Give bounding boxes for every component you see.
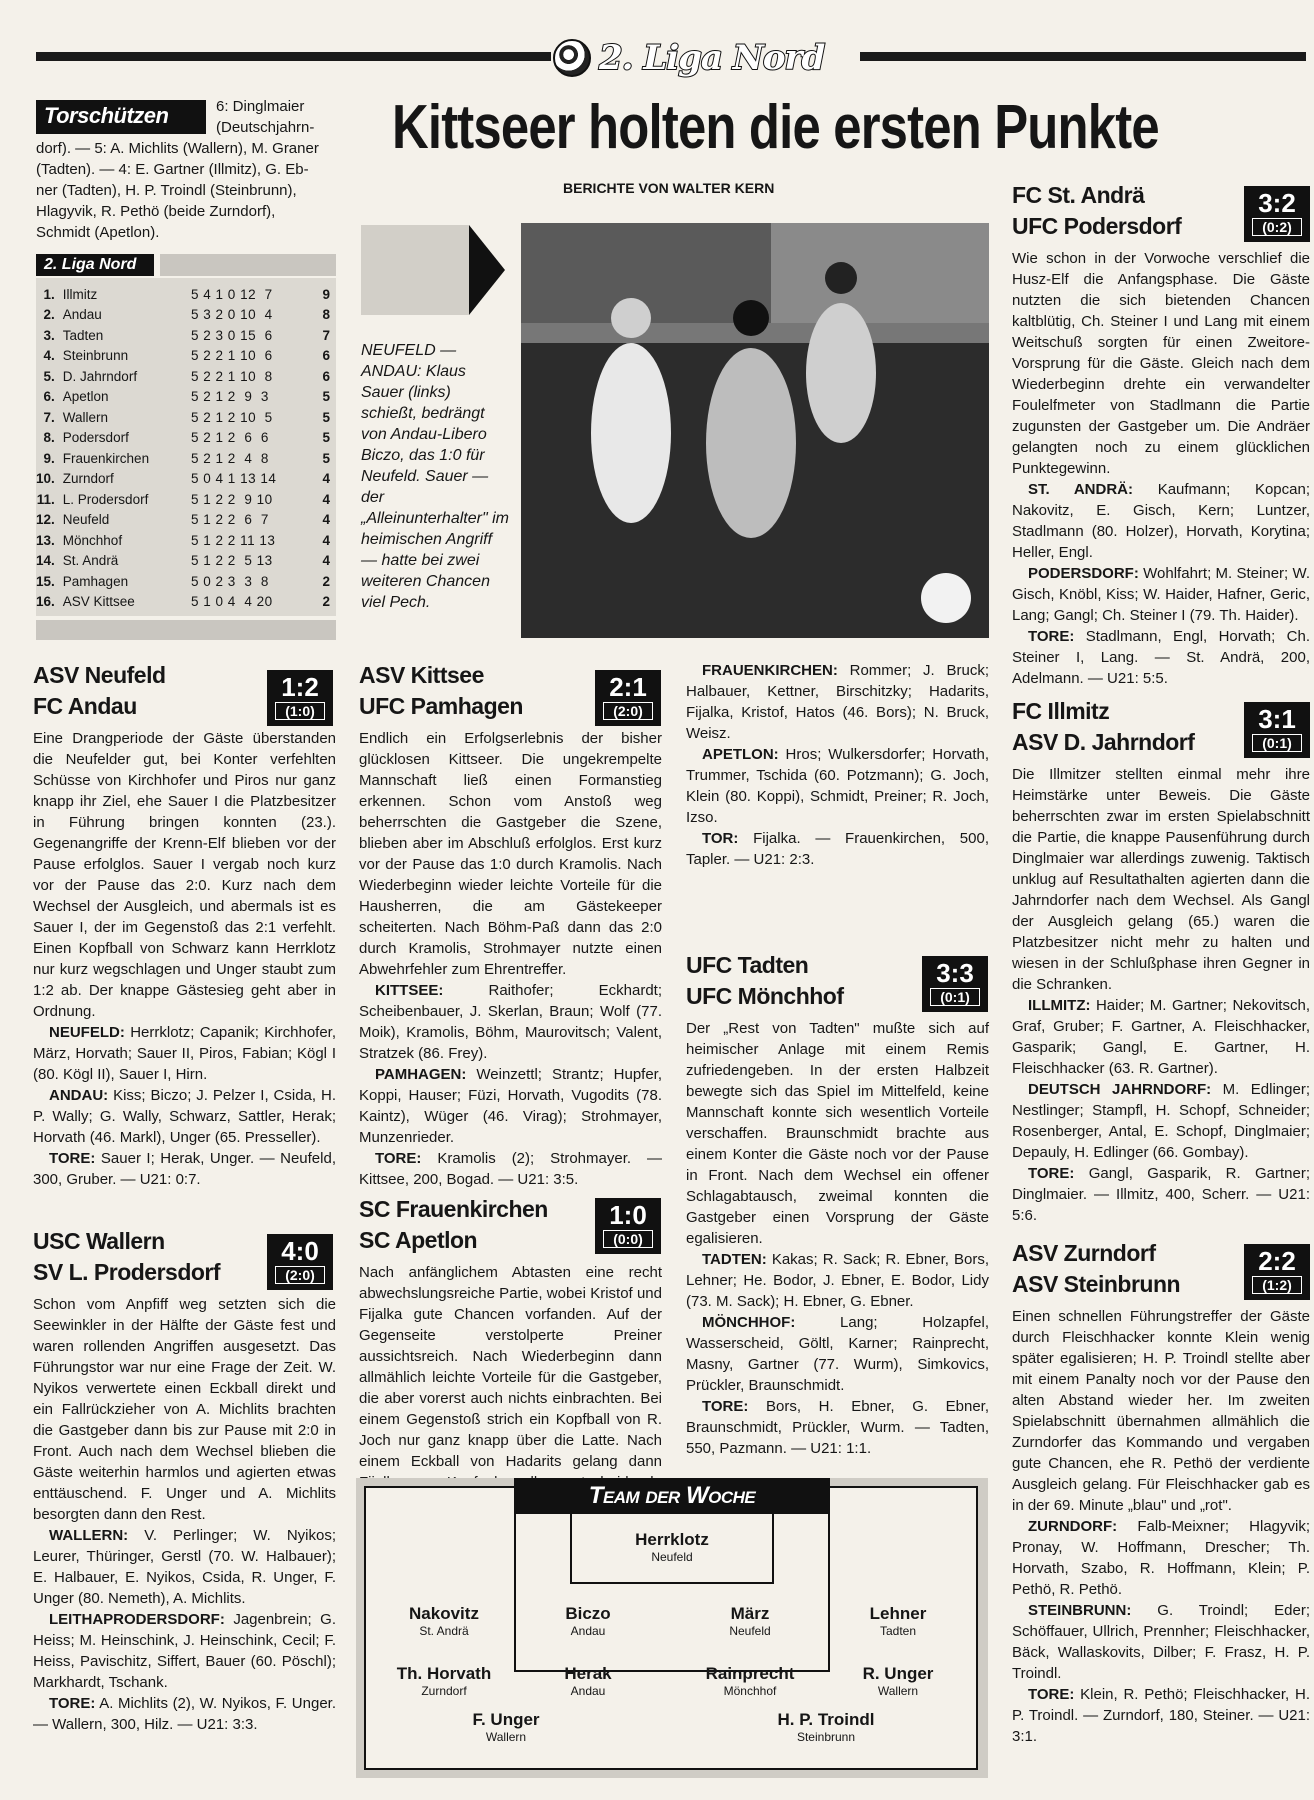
final-score: 2:1 [609, 672, 647, 702]
section-title: 2. Liga Nord [599, 38, 825, 78]
player-name: Th. Horvath [396, 1664, 492, 1683]
scorers-line: dorf). — 5: A. Michlits (Wallern), M. Graner [36, 140, 319, 157]
table-row [36, 448, 332, 469]
home-team: SC Frauenkirchen [359, 1196, 548, 1222]
final-score: 3:3 [936, 958, 974, 988]
cell-stats: 5 0 2 3 3 8 [191, 573, 269, 589]
cell-stats: 5 1 2 2 6 7 [191, 512, 269, 528]
goals: Fijalka. — Frauenkirchen, 500, Tapler. — U21: 2:3. [686, 830, 989, 868]
photo-caption: NEUFELD — ANDAU: Klaus Sauer (links) schießt, bedrängt von Andau-Libero Biczo, das 1:0 für Neufeld. Sauer — der „Alleinunterhalter" im heimischen Angriff — hatte bei zwei weiteren Chancen viel Pech. [361, 342, 509, 611]
away-team: SV L. Prodersdorf [33, 1259, 221, 1285]
cell-team: Zurndorf [62, 471, 114, 487]
lineup: Herrklotz; Capanik; Kirchhofer, März, Horvath; Sauer II, Piros, Fabian; Kögl I (80. Kögl II), Sauer I, Hirn. [33, 1024, 337, 1083]
player-club: Mönchhof [723, 1684, 777, 1698]
goals: Klein, R. Pethö; Fleischhacker, H. P. Troindl. — Zurndorf, 180, Steiner. — U21: 3:1. [1012, 1686, 1310, 1745]
match-neufeld [33, 660, 336, 1190]
cell-stats: 5 1 2 2 11 13 [191, 532, 276, 548]
cell-rank: 2. [43, 307, 55, 323]
goals-heading: TORE: [702, 1398, 749, 1415]
player-slot [436, 1710, 576, 1744]
table-row [36, 428, 332, 449]
goals-heading: TORE: [1028, 628, 1075, 645]
lineup: Wohlfahrt; M. Steiner; W. Gisch, Knöbl, Kiss; W. Haider, Hafner, Geric, Lang; Gangl; Ch. Steiner I (79. Th. Haider). [1012, 565, 1310, 624]
lineup-heading: PAMHAGEN: [375, 1066, 467, 1083]
cell-stats: 5 2 1 2 6 6 [191, 430, 269, 446]
table-row [36, 592, 332, 613]
lineup-heading: FRAUENKIRCHEN: [702, 662, 838, 679]
cell-team: L. Prodersdorf [62, 491, 149, 507]
lineup-heading: ST. ANDRÄ: [1028, 481, 1133, 498]
cell-stats: 5 3 2 0 10 4 [191, 307, 273, 323]
cell-rank: 4. [43, 348, 55, 364]
goals: Gangl, Gasparik, R. Gartner; Dinglmaier. — Illmitz, 400, Scherr. — U21: 5:6. [1012, 1165, 1310, 1224]
cell-rank: 1. [43, 286, 55, 302]
halftime-score: (1:2) [1252, 1276, 1302, 1294]
lineup: V. Perlinger; W. Nyikos; Leurer, Thüringer, Gerstl (70. W. Halbauer); E. Halbauer, E. Nyikos, Csida, R. Unger, F. Unger (80. Nemeth), A. Michlits. [33, 1527, 336, 1607]
cell-team: Steinbrunn [62, 348, 129, 364]
photo-scene [521, 223, 989, 638]
standings-label: 2. Liga Nord [36, 254, 154, 276]
player-slot [828, 1664, 968, 1698]
goals-heading: TORE: [1028, 1686, 1075, 1703]
player-club: Wallern [485, 1730, 527, 1744]
match-illmitz [1012, 696, 1310, 1226]
table-row [36, 571, 332, 592]
player-slot [518, 1664, 658, 1698]
goals-heading: TOR: [702, 830, 739, 847]
cell-pts: 4 [322, 512, 330, 528]
lineup-heading: LEITHAPRODERSDORF: [49, 1611, 225, 1628]
table-row [36, 305, 332, 326]
player-name: F. Unger [472, 1710, 540, 1729]
player-club: St. Andrä [419, 1624, 469, 1638]
scorers-line: ner (Tadten), H. P. Troindl (Steinbrunn), [36, 182, 297, 199]
player-name: Rainprecht [705, 1664, 795, 1683]
cell-rank: 3. [43, 327, 55, 343]
halftime-score: (0:1) [1252, 734, 1302, 752]
match-wallern [33, 1226, 336, 1735]
lineup-heading: STEINBRUNN: [1028, 1602, 1132, 1619]
away-team: UFC Mönchhof [686, 983, 844, 1009]
player-name: R. Unger [862, 1664, 934, 1683]
final-score: 2:2 [1258, 1246, 1296, 1276]
lineup: Hros; Wulkersdorfer; Horvath, Trummer, Tschida (60. Potzmann); G. Joch, Klein (80. Koppi), Schmidt, Preiner; R. Joch, Izso. [686, 746, 989, 826]
lineup-heading: NEUFELD: [49, 1024, 125, 1041]
away-team: ASV D. Jahrndorf [1012, 729, 1195, 755]
score-badge [1244, 186, 1310, 242]
table-row [36, 510, 332, 531]
header-rule-right [860, 52, 1306, 61]
goals: Sauer I; Herak, Unger. — Neufeld, 300, Gruber. — U21: 0:7. [33, 1150, 336, 1188]
scorers-line: Hlagyvik, R. Pethö (beide Zurndorf), [36, 203, 276, 220]
player-club: Tadten [879, 1624, 917, 1638]
lineup-heading: ILLMITZ: [1028, 997, 1091, 1014]
scorers-block [36, 96, 336, 243]
cell-team: Frauenkirchen [62, 450, 150, 466]
cell-rank: 9. [43, 450, 55, 466]
lineup-heading: PODERSDORF: [1028, 565, 1139, 582]
player-name: Herak [564, 1664, 612, 1683]
player-name: Herrklotz [635, 1530, 709, 1549]
score-badge [922, 956, 988, 1012]
goals: Kramolis (2); Strohmayer. — Kittsee, 200, Bogad. — U21: 3:5. [359, 1150, 662, 1188]
lineup-heading: TADTEN: [702, 1251, 767, 1268]
score-badge [1244, 702, 1310, 758]
home-team: USC Wallern [33, 1228, 165, 1254]
cell-stats: 5 1 2 2 5 13 [191, 553, 273, 569]
scorers-label: Torschützen [36, 100, 206, 134]
player-club: Neufeld [651, 1550, 693, 1564]
away-team: UFC Pamhagen [359, 693, 523, 719]
halftime-score: (0:1) [930, 988, 980, 1006]
home-team: FC St. Andrä [1012, 182, 1145, 208]
table-row [36, 387, 332, 408]
cell-stats: 5 2 2 1 10 8 [191, 368, 273, 384]
cell-team: St. Andrä [62, 553, 119, 569]
player-club: Zurndorf [421, 1684, 467, 1698]
final-score: 3:1 [1258, 704, 1296, 734]
player-slot [374, 1604, 514, 1638]
cell-stats: 5 2 1 2 10 5 [191, 409, 273, 425]
byline: BERICHTE VON WALTER KERN [563, 180, 775, 196]
table-row [36, 530, 332, 551]
match-tadten [686, 950, 989, 1459]
player-slot [746, 1710, 906, 1744]
match-report: Einen schnellen Führungstreffer der Gäste durch Fleischhacker konnte Klein wenig später egalisieren; H. P. Troindl stellte aber mit einem Panalty noch vor der Pause den alten Abstand wieder her. Im zweiten Spielabschnitt übernahmen allmählich die Zurndorfer das Kommando und vergaben gute Chancen, ehe R. Pethö der verdiente Ausgleich gelang. Für Fleischhacker gab es in der 69. Minute „blau" und „rot". [1012, 1308, 1310, 1514]
goals-heading: TORE: [1028, 1165, 1075, 1182]
player-slot [374, 1664, 514, 1698]
match-standra [1012, 180, 1310, 689]
cell-pts: 8 [322, 307, 330, 323]
cell-rank: 11. [36, 491, 55, 507]
home-team: ASV Zurndorf [1012, 1240, 1156, 1266]
cell-team: D. Jahrndorf [62, 368, 138, 384]
cell-team: Apetlon [62, 389, 109, 405]
player-name: Nakovitz [409, 1604, 479, 1623]
cell-pts: 4 [322, 471, 330, 487]
player-name: Biczo [565, 1604, 611, 1623]
cell-pts: 4 [322, 553, 330, 569]
cell-pts: 9 [322, 286, 330, 302]
scorers-line: (Tadten). — 4: E. Gartner (Illmitz), G. Eb- [36, 161, 309, 178]
lineup-heading: WALLERN: [49, 1527, 129, 1544]
lineup: Haider; M. Gartner; Nekovitsch, Graf, Gruber; F. Gartner, A. Fleischhacker, Gasparik; Gangl, E. Gartner, H. Fleischhacker (63. R. Gartner). [1012, 997, 1310, 1077]
score-badge [595, 670, 661, 726]
score-badge [595, 1198, 661, 1254]
halftime-score: (1:0) [275, 702, 325, 720]
table-row [36, 284, 332, 305]
cell-stats: 5 2 3 0 15 6 [191, 327, 273, 343]
home-team: ASV Kittsee [359, 662, 484, 688]
player-club: Neufeld [729, 1624, 771, 1638]
cell-rank: 16. [36, 594, 55, 610]
lineup-heading: DEUTSCH JAHRNDORF: [1028, 1081, 1212, 1098]
cell-pts: 5 [322, 389, 330, 405]
header-rule-left [36, 52, 551, 61]
match-report: Nach anfänglichem Abtasten eine recht abwechslungsreiche Partie, wobei Kristof und Fijalka gute Chancen vorfanden. Auf der Gegenseite verstolperte Preiner aussichtsreich. Nach Wiederbeginn dann allmählich leichte Vorteile für die Gastgeber, die aber vorerst auch nichts einbrachten. Bei einem Gegenstoß strich ein Kopfball von R. Joch nur ganz knapp über die Latte. Nach einem Eckball von Hadarits gelang dann [359, 1264, 662, 1470]
match-report: Endlich ein Erfolgserlebnis der bisher glücklosen Kittseer. Die ungekrempelte Mannschaft ließ einen Formanstieg erkennen. Schon vom Anstoß weg beherrschten die Gastgeber die Szene, blieben aber im Abschluß erfolglos. Erst kurz vor der Pause das 1:0 durch Kramolis. Nach Wiederbeginn wieder leichte Vorteile für die Hausherren, die am Gästekeeper scheiterten. Nach Böhm-Paß dann das 2:0 durch Kramolis, Strohmayer nutzte einen Abwehrfehler zum Ehrentreffer. [359, 730, 662, 978]
section-header [553, 36, 843, 80]
lineup: M. Edlinger; Nestlinger; Stampfl, H. Schopf, Schneider; Rosenberger, Antal, E. Schopf, Dinglmaier; Depauly, H. Edlinger (66. Gombay). [1012, 1081, 1310, 1161]
cell-team: Pamhagen [62, 573, 129, 589]
final-score: 1:0 [609, 1200, 647, 1230]
player-club: Wallern [877, 1684, 919, 1698]
lineup-heading: ANDAU: [49, 1087, 109, 1104]
cell-stats: 5 1 0 4 4 20 [191, 594, 273, 610]
player-slot [518, 1604, 658, 1638]
table-row [36, 489, 332, 510]
player-slot [680, 1604, 820, 1638]
cell-team: Neufeld [62, 512, 110, 528]
lineup: Weinzettl; Strantz; Hupfer, Koppi, Hauser; Füzi, Horvath, Vugodits (78. Kaintz), Wüger (46. Virag); Strohmayer, Munzenrieder. [359, 1066, 663, 1146]
match-kittsee [359, 660, 662, 1190]
table-row [36, 469, 332, 490]
halftime-score: (2:0) [603, 702, 653, 720]
scorers-line2: (Deutschjahrn- [216, 119, 315, 136]
cell-stats: 5 2 2 1 10 6 [191, 348, 273, 364]
cell-rank: 13. [36, 532, 55, 548]
headline: Kittseer holten die ersten Punkte [392, 93, 1159, 162]
halftime-score: (2:0) [275, 1266, 325, 1284]
lineup: Falb-Meixner; Hlagyvik; Pronay, W. Hoffmann, Drescher; Th. Horvath, Szabo, R. Hoffmann, Klein; P. Pethö, R. Pethö. [1012, 1518, 1310, 1598]
goals: Stadlmann, Engl, Horvath; Ch. Steiner I, Lang. — St. Andrä, 200, Adelmann. — U21: 5:5. [1012, 628, 1310, 687]
cell-rank: 8. [43, 430, 55, 446]
lineup-heading: APETLON: [702, 746, 779, 763]
cell-pts: 2 [322, 573, 330, 589]
cell-pts: 7 [322, 327, 330, 343]
cell-team: Wallern [62, 409, 109, 425]
team-of-week [356, 1478, 988, 1778]
football-icon [553, 39, 591, 77]
goals: A. Michlits (2), W. Nyikos, F. Unger. — Wallern, 300, Hilz. — U21: 3:3. [33, 1695, 336, 1733]
player-slot [828, 1604, 968, 1638]
player-slot [680, 1664, 820, 1698]
halftime-score: (0:2) [1252, 218, 1302, 236]
score-badge [1244, 1244, 1310, 1300]
away-team: SC Apetlon [359, 1227, 478, 1253]
cell-rank: 6. [43, 389, 55, 405]
match-photo [521, 223, 989, 638]
team-of-week-label: Team der Woche [514, 1478, 830, 1514]
home-team: UFC Tadten [686, 952, 809, 978]
cell-stats: 5 1 2 2 9 10 [191, 491, 273, 507]
scorers-line: Schmidt (Apetlon). [36, 224, 160, 241]
cell-stats: 5 2 1 2 4 8 [191, 450, 269, 466]
lineup: Rommer; J. Bruck; Halbauer, Kettner, Birschitzky; Hadarits, Fijalka, Kristof, Hatos (46. Bors); N. Bruck, Weisz. [686, 662, 989, 742]
cell-stats: 5 2 1 2 9 3 [191, 389, 269, 405]
cell-pts: 4 [322, 491, 330, 507]
cell-pts: 5 [322, 450, 330, 466]
player-name: H. P. Troindl [777, 1710, 875, 1729]
standings-table [36, 284, 332, 612]
cell-pts: 5 [322, 430, 330, 446]
lineup-heading: MÖNCHHOF: [702, 1314, 796, 1331]
lineup: Lang; Holzapfel, Wasserscheid, Göltl, Karner; Rainprecht, Masny, Gartner (77. Wurm), Simkovics, Prückler, Braunschmidt. [686, 1314, 989, 1394]
goals-heading: TORE: [375, 1150, 422, 1167]
lineup: Kiss; Biczo; J. Pelzer I, Csida, H. P. Wally; G. Wally, Schwarz, Sattler, Herak; Horvath (46. Markl), Unger (65. Presseller). [33, 1087, 336, 1146]
player-name: Lehner [869, 1604, 927, 1623]
lineup: Kaufmann; Kopcan; Nakovitz, E. Gisch, Kern; Luntzer, Stadlmann (80. Holzer), Horvath, Korytina; Heller, Engl. [1012, 481, 1310, 561]
lineup-heading: ZURNDORF: [1028, 1518, 1118, 1535]
match-report: Wie schon in der Vorwoche verschlief die Husz-Elf die Anfangsphase. Die Gäste nutzten die sich bietenden Chancen kaltblütig, Ch. Steiner I und Lang mit einem Weitschuß sorgten für einen Zweitore-Vorsprung für die Gäste. Gleich nach dem Wiederbeginn drehte ein verwandelter Foulelfmeter von Stadlmann die Partie zugunsten der Gastgeber um. Die Andräer gelangten noch zu einem glücklichen Punktegewinn. [1012, 250, 1310, 477]
cell-rank: 12. [36, 512, 55, 528]
cell-pts: 6 [322, 368, 330, 384]
match-frauenkirchen-head [359, 1194, 662, 1470]
cell-team: Podersdorf [62, 430, 129, 446]
match-report: Der „Rest von Tadten" mußte sich auf heimischer Anlage mit einem Remis zufriedengeben. In der ersten Halbzeit bewegte sich das Spiel im Mittelfeld, keine Mannschaft konnte sich wesentlich Vorteile verschaffen. Braunschmidt brachte aus einem Konter die Gäste noch vor der Pause in Front. Nach dem Wechsel ein offener Schlagabtausch, zweimal konnten die Gastgeber einen Vorsprung der Gäste egalisieren. [686, 1020, 989, 1247]
cell-rank: 14. [36, 553, 55, 569]
player-slot [602, 1530, 742, 1564]
player-club: Andau [570, 1624, 606, 1638]
match-report: Schon vom Anpfiff weg setzten sich die Seewinkler in der Hälfte der Gäste fest und waren rollenden Angriffen ausgesetzt. Das Führungstor war nur eine Frage der Zeit. W. Nyikos verwertete einen Eckball direkt und ein Fallrückzieher von A. Michlits brachten die Gastgeber dann bis zur Pause mit 2:0 in Front. Auch nach dem Wechsel blieben die Gäste weiterhin harmlos und agierten etwas enttäuschend. F. Unger und A. Michlits besorgten dann den Rest. [33, 1296, 336, 1523]
table-row [36, 366, 332, 387]
cell-rank: 7. [43, 409, 55, 425]
cell-team: Mönchhof [62, 532, 123, 548]
cell-team: Illmitz [62, 286, 98, 302]
cell-stats: 5 4 1 0 12 7 [191, 286, 273, 302]
cell-rank: 5. [43, 368, 55, 384]
cell-team: Andau [62, 307, 102, 323]
lineup-heading: KITTSEE: [375, 982, 444, 999]
table-row [36, 407, 332, 428]
lineup: Kakas; R. Sack; R. Ebner, Bors, Lehner; He. Bodor, J. Ebner, E. Bodor, Lidy (73. M. Sack); H. Ebner, G. Ebner. [686, 1251, 989, 1310]
goals-heading: TORE: [49, 1150, 96, 1167]
match-report: Die Illmitzer stellten einmal mehr ihre Heimstärke unter Beweis. Die Gäste beherrschten zwar im ersten Spielabschnitt die Partie, die knappe Pausenführung durch Dinglmaier war allerdings zuwenig. Taktisch unklug auf Resultathalten agierten dann die Jahrndorfer nach dem Wechsel. Als Gangl der Ausgleich gelang (65.) waren die Platzbesitzer nicht mehr zu halten und wiesen in der Schlußphase ihren Gegner in die Schranken. [1012, 766, 1310, 993]
table-row [36, 346, 332, 367]
score-badge [267, 670, 333, 726]
match-report: Eine Drangperiode der Gäste überstanden die Neufelder gut, bei Konter verfehlten Schüsse von Kirchhofer und Piros nur ganz knapp ihr Ziel, ehe Sauer I die Platzbesitzer in Führung bringen konnten (23.). Gegenangriffe der Krenn-Elf blieben vor der Pause erfolglos. Sauer I vergab noch kurz vor der Pause das 2:0. Kurz nach dem Wechsel der Ausgleich, und abermals ist es Sauer I, der im Gegenstoß das 2:1 verfehlt. Einen Kopfball von Schwarz kann Herrklotz nur kurz wegschlagen und Unger staubt zum 1:2 ab. Der knappe Gästesieg geht aber in Ordnung. [33, 730, 336, 1020]
away-team: ASV Steinbrunn [1012, 1271, 1181, 1297]
match-frauenkirchen-lineups [686, 660, 989, 870]
lineup: Raithofer; Eckhardt; Scheibenbauer, J. Skerlan, Braun; Wolf (77. Moik), Kramolis, Böhm, Maurovitsch; Valent, Stratzek (86. Frey). [359, 982, 663, 1062]
cell-rank: 15. [36, 573, 55, 589]
score-badge [267, 1234, 333, 1290]
final-score: 1:2 [281, 672, 319, 702]
standings-block [36, 254, 336, 640]
away-team: FC Andau [33, 693, 137, 719]
cell-rank: 10. [36, 471, 55, 487]
goals: Bors, H. Ebner, G. Ebner, Braunschmidt, Prückler, Wurm. — Tadten, 550, Pazmann. — U21: 1:1. [686, 1398, 990, 1457]
cell-team: Tadten [62, 327, 104, 343]
lineup: G. Troindl; Eder; Schöffauer, Ullrich, Prennher; Fleischhacker, Bäck, Wallaskovits, Dilber; F. Frasz, H. P. Troindl. [1012, 1602, 1311, 1682]
player-club: Andau [570, 1684, 606, 1698]
away-team: UFC Podersdorf [1012, 213, 1182, 239]
goals-heading: TORE: [49, 1695, 96, 1712]
cell-pts: 4 [322, 532, 330, 548]
final-score: 4:0 [281, 1236, 319, 1266]
cell-team: ASV Kittsee [62, 594, 135, 610]
cell-pts: 5 [322, 409, 330, 425]
cell-pts: 2 [322, 594, 330, 610]
table-row [36, 551, 332, 572]
cell-pts: 6 [322, 348, 330, 364]
final-score: 3:2 [1258, 188, 1296, 218]
player-name: März [730, 1604, 770, 1623]
home-team: ASV Neufeld [33, 662, 166, 688]
arrow-graphic [361, 225, 505, 315]
cell-stats: 5 0 4 1 13 14 [191, 471, 277, 487]
player-club: Steinbrunn [796, 1730, 856, 1744]
scorers-line1: 6: Dinglmaier [216, 98, 305, 115]
home-team: FC Illmitz [1012, 698, 1110, 724]
match-zurndorf [1012, 1238, 1310, 1747]
lineup: Jagenbrein; G. Heiss; M. Heinschink, J. Heinschink, Cecil; F. Heiss, Pavischitz, Siffert, Bauer (60. Pöschl); Markhardt, Tschank. [33, 1611, 336, 1691]
halftime-score: (0:0) [603, 1230, 653, 1248]
table-row [36, 325, 332, 346]
